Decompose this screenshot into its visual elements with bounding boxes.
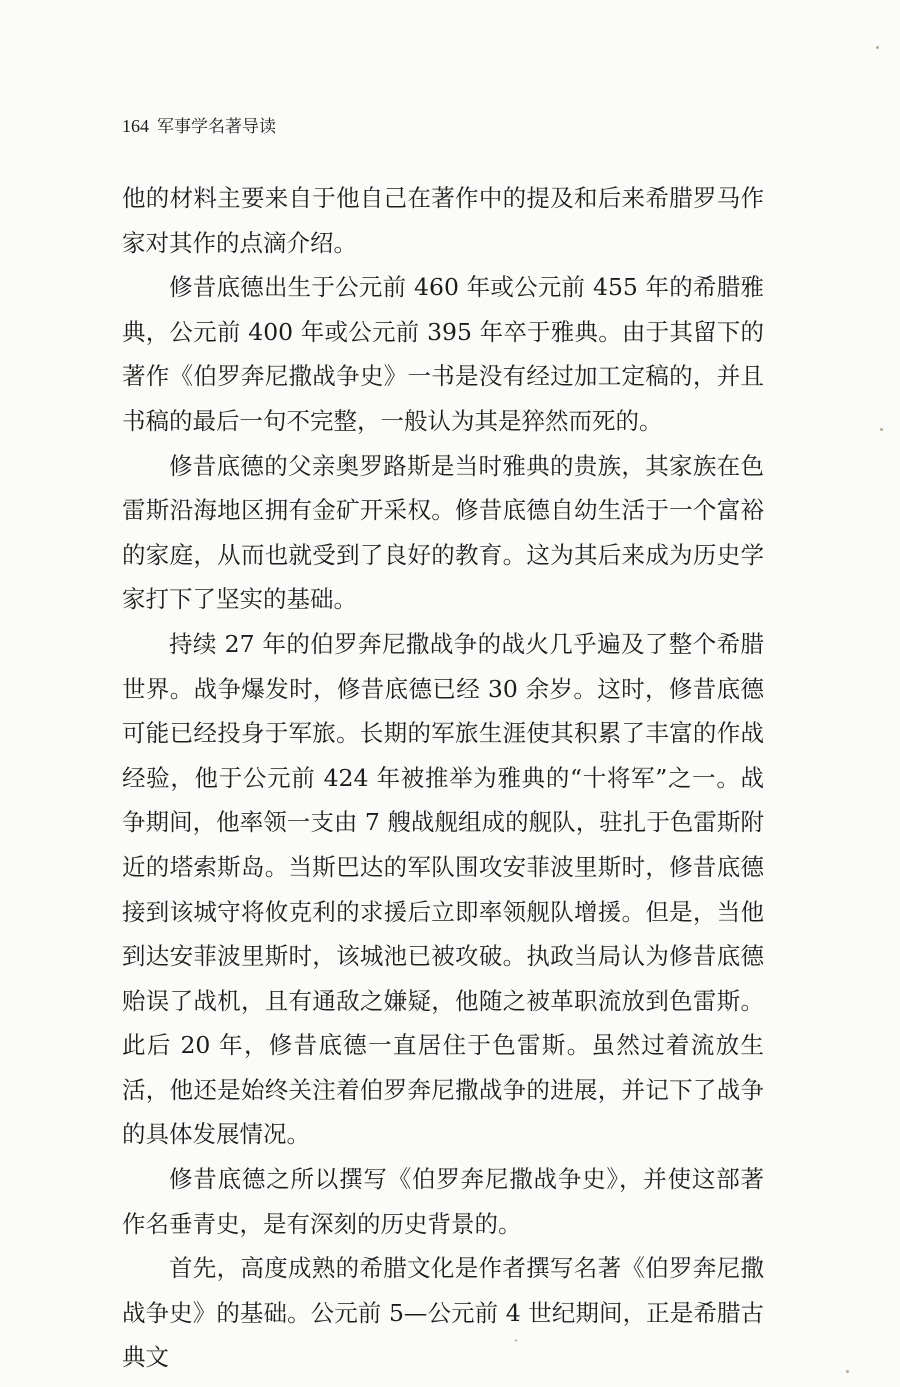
paragraph-6: 首先，高度成熟的希腊文化是作者撰写名著《伯罗奔尼撒战争史》的基础。公元前 5—公元前 4 世纪期间，正是希腊古典文 bbox=[122, 1254, 764, 1372]
running-header bbox=[122, 112, 276, 137]
paragraph-4: 持续 27 年的伯罗奔尼撒战争的战火几乎遍及了整个希腊世界。战争爆发时，修昔底德已经 30 余岁。这时，修昔底德可能已经投身于军旅。长期的军旅生涯使其积累了丰富的作战经验，他于公元前 424 年被推举为雅典的“十将军”之一。战争期间，他率领一支由 7 艘战舰组成的舰队，驻扎于色雷斯附近的塔索斯岛。当斯巴达的军队围攻安菲波里斯时，修昔底德接到该城守将攸克利的求援后立即率领舰队增援。但是，当他到达安菲波里斯时，该城池已被攻破。执政当局认为修昔底德贻误了战机，且有通敌之嫌疑，他随之被革职流放到色雷斯。此后 20 年，修昔底德一直居住于色雷斯。虽然过着流放生活，他还是始终关注着伯罗奔尼撒战争的进展，并记下了战争的具体发展情况。 bbox=[122, 629, 764, 1149]
body-text bbox=[122, 176, 764, 1380]
paragraph-3: 修昔底德的父亲奥罗路斯是当时雅典的贵族，其家族在色雷斯沿海地区拥有金矿开采权。修昔底德自幼生活于一个富裕的家庭，从而也就受到了良好的教育。这为其后来成为历史学家打下了坚实的基础。 bbox=[122, 451, 764, 614]
book-title: 军事学名著导读 bbox=[157, 117, 276, 137]
paragraph-1: 他的材料主要来自于他自己在著作中的提及和后来希腊罗马作家对其作的点滴介绍。 bbox=[122, 184, 764, 257]
paragraph-2: 修昔底德出生于公元前 460 年或公元前 455 年的希腊雅典，公元前 400 年或公元前 395 年卒于雅典。由于其留下的著作《伯罗奔尼撒战争史》一书是没有经过加工定稿的，并且书稿的最后一句不完整，一般认为其是猝然而死的。 bbox=[122, 273, 764, 435]
paper-speck bbox=[880, 428, 883, 431]
print-mark: ˎ bbox=[514, 1328, 518, 1342]
page-number: 164 bbox=[122, 116, 149, 136]
paragraph-5: 修昔底德之所以撰写《伯罗奔尼撒战争史》，并使这部著作名垂青史，是有深刻的历史背景的。 bbox=[122, 1165, 764, 1238]
paper-speck bbox=[876, 46, 879, 49]
paper-speck bbox=[846, 1370, 849, 1373]
